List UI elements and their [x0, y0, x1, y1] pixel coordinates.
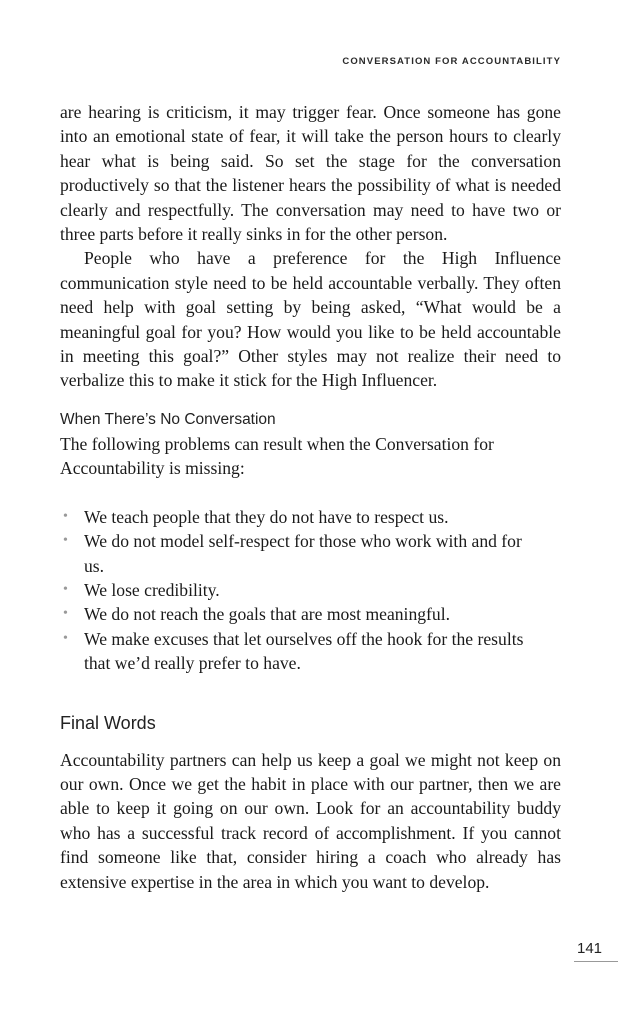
list-item [60, 505, 561, 529]
list-item-text: We make excuses that let ourselves off the hook for the results that we’d really prefer to have. [84, 628, 524, 674]
list-item [60, 578, 561, 602]
list-item [60, 602, 561, 626]
final-paragraph: Accountability partners can help us keep a goal we might not keep on our own. Once we get the habit in place with our partner, then we are able to keep it going on our own. Look for an accountability buddy who has a successful track record of accomplishment. If you cannot find someone like that, consider hiring a coach who already has extensive expertise in the area in which you want to develop. [60, 749, 561, 892]
subheading: When There’s No Conversation [60, 410, 276, 428]
paragraph-1: are hearing is criticism, it may trigger fear. Once someone has gone into an emotional state of fear, it will take the person hours to clearly hear what is being said. So set the stage for the conversation productively so that the listener hears the possibility of what is needed clearly and respectfully. The conversation may need to have two or three parts before it really sinks in for the other person. [60, 102, 561, 245]
list-item-text: We do not model self-respect for those who work with and for us. [84, 531, 522, 576]
bullet-icon: • [63, 630, 68, 646]
bullet-icon: • [63, 581, 68, 597]
list-item [60, 529, 561, 578]
page-number-box [574, 940, 618, 962]
list-item-text: We teach people that they do not have to respect us. [84, 506, 449, 527]
list-item-text: We lose credibility. [84, 579, 220, 600]
paragraph-2: People who have a preference for the High Influence communication style need to be held accountable verbally. They often need help with goal setting by being asked, “What would be a meaningful goal for you? How would you like to be held accountable in meeting this goal?” Other styles may not realize their need to verbalize this to make it stick for the High Influencer. [60, 248, 561, 391]
bullet-list [60, 505, 561, 676]
page-body [60, 100, 561, 894]
bullet-icon: • [63, 606, 68, 622]
subsection-intro: The following problems can result when the Conversation for Accountability is missing: [60, 433, 494, 479]
section-heading: Final Words [60, 712, 156, 733]
running-head: CONVERSATION FOR ACCOUNTABILITY [342, 56, 561, 67]
page-number: 141 [577, 940, 603, 957]
list-item [60, 627, 561, 676]
bullet-icon: • [63, 533, 68, 549]
bullet-icon: • [63, 508, 68, 524]
list-item-text: We do not reach the goals that are most meaningful. [84, 604, 450, 625]
